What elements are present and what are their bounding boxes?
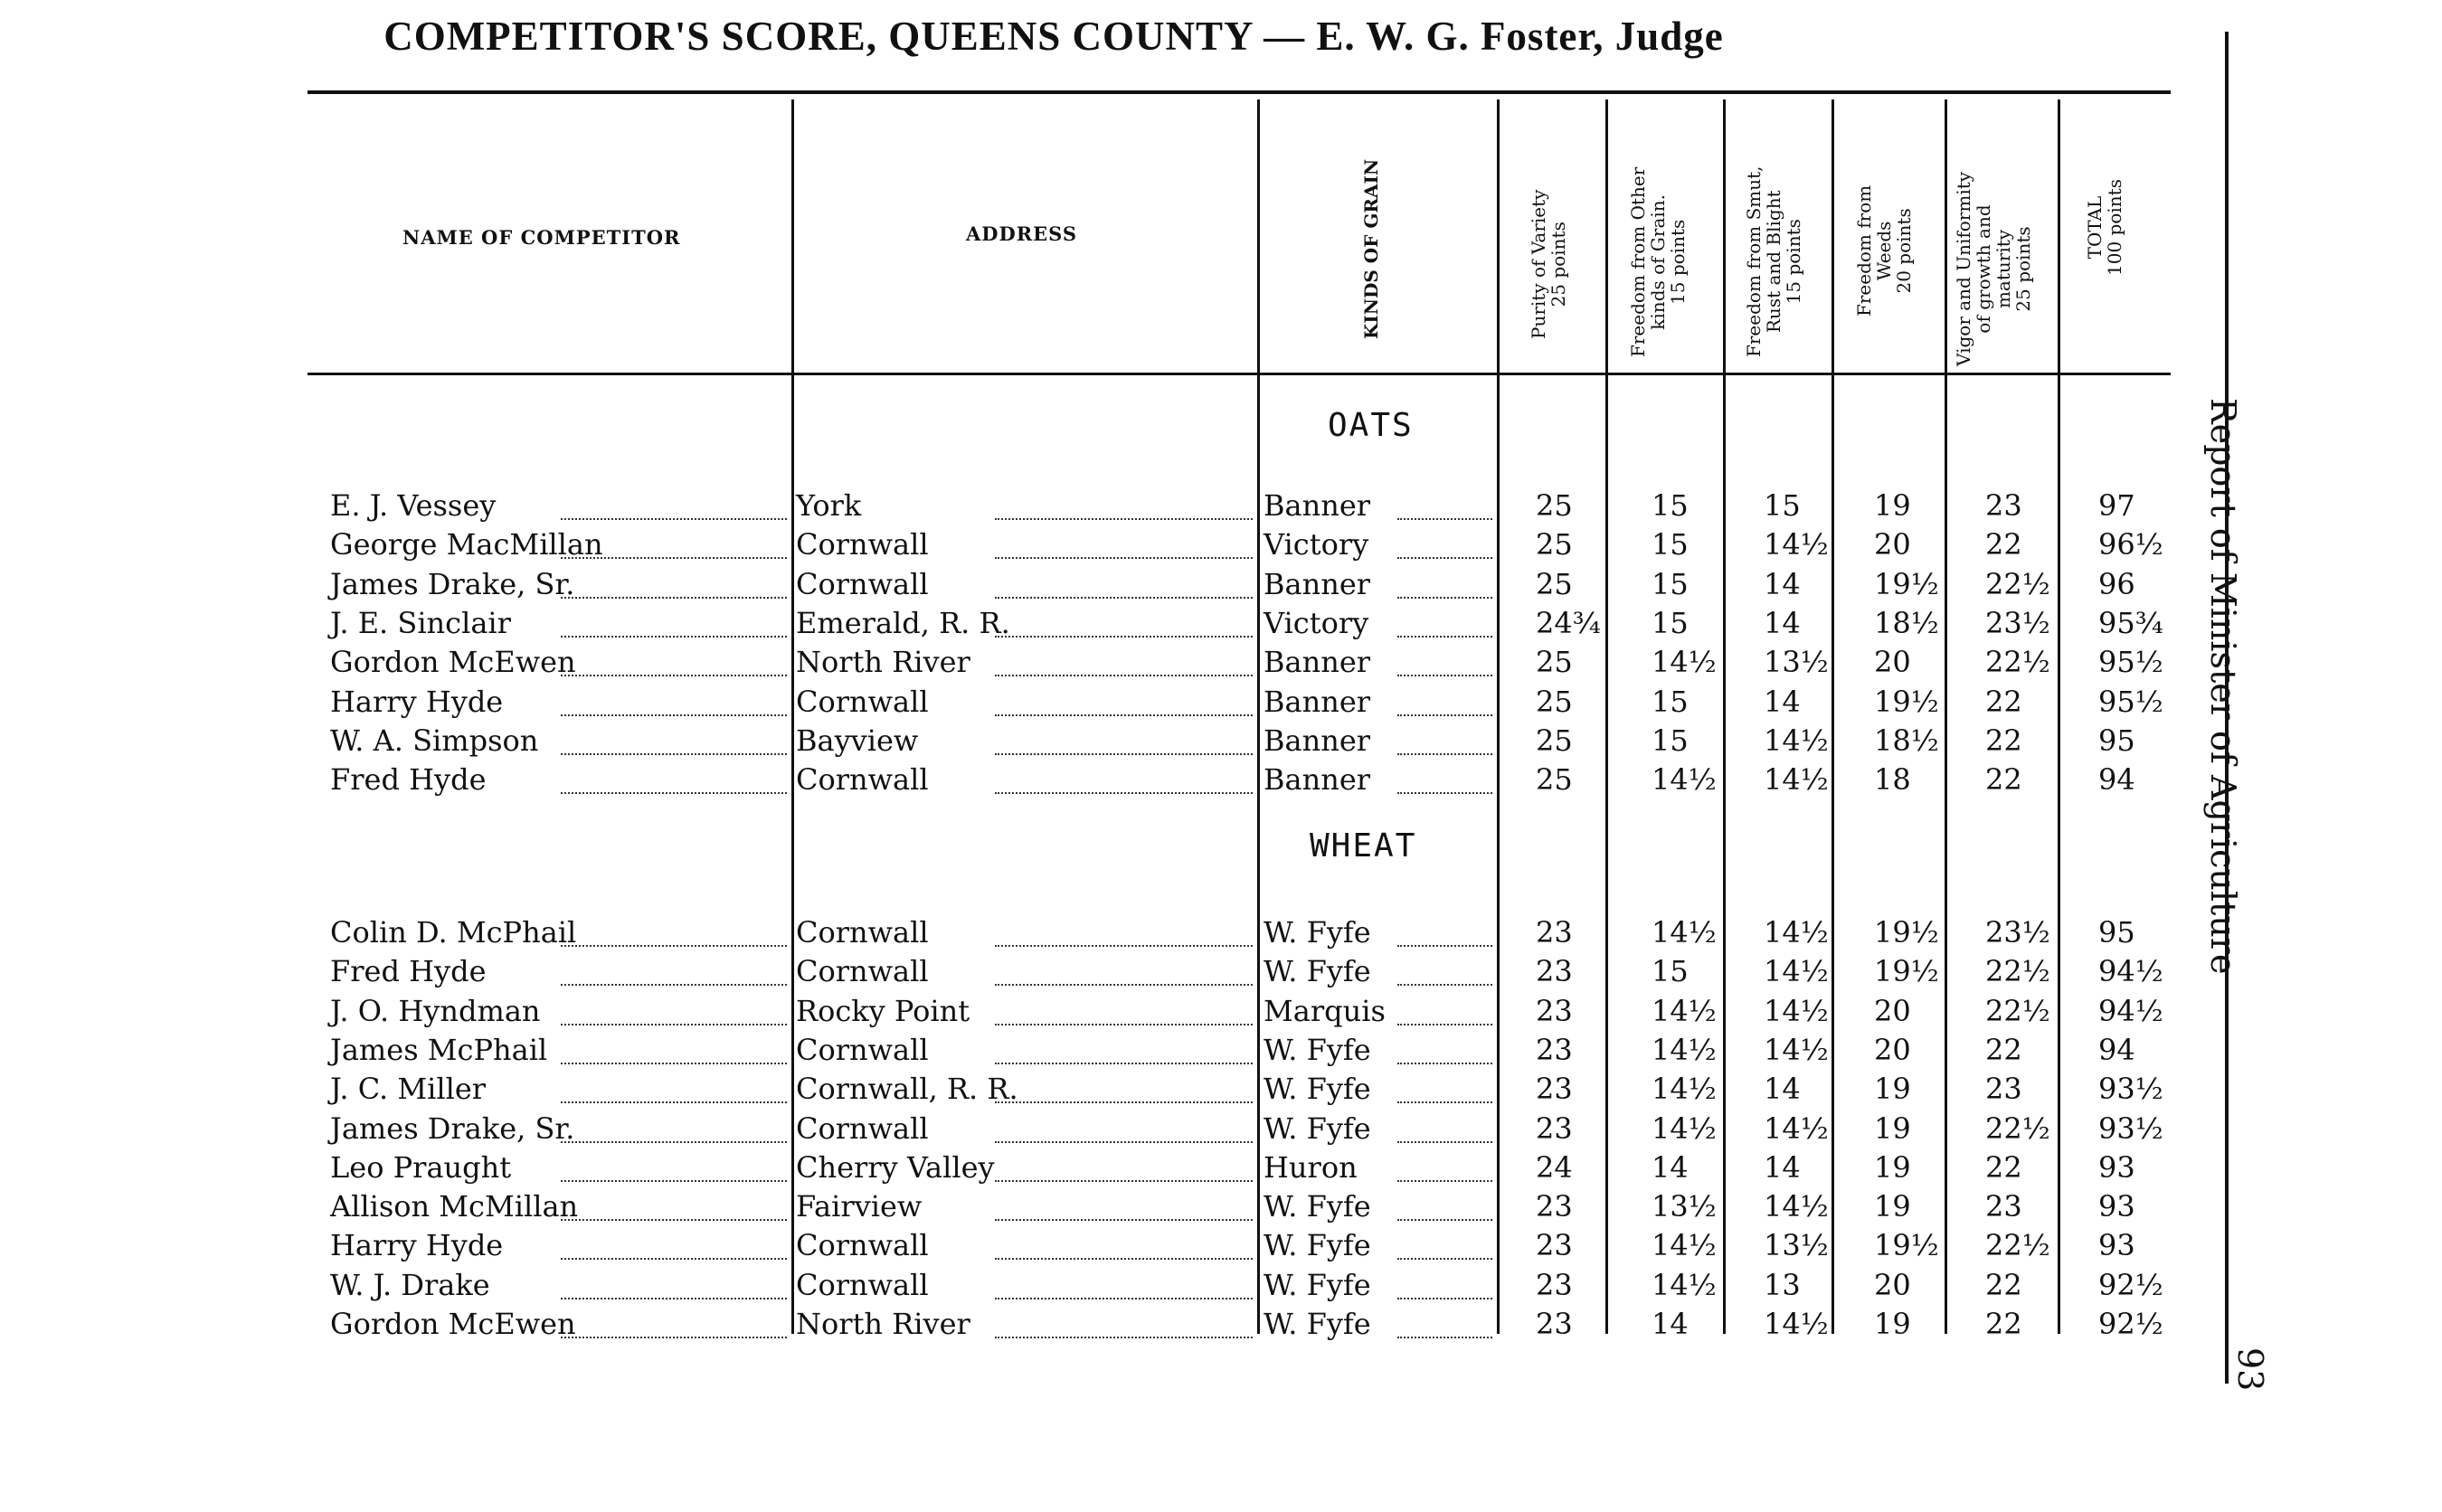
score-vigor: 23½ <box>1985 915 2050 950</box>
score-other: 15 <box>1652 527 1689 562</box>
score-total: 95½ <box>2098 684 2163 719</box>
dot-leader <box>1397 792 1492 794</box>
score-vigor: 22½ <box>1985 566 2050 601</box>
grain-kind: W. Fyfe <box>1264 954 1371 989</box>
score-vigor: 22 <box>1985 723 2022 758</box>
score-weeds: 18½ <box>1874 723 1939 758</box>
score-weeds: 18 <box>1874 762 1911 798</box>
score-total: 96 <box>2098 566 2135 601</box>
dot-leader <box>995 1101 1253 1103</box>
dot-leader <box>1397 984 1492 986</box>
score-total: 93 <box>2098 1189 2135 1224</box>
grain-kind: Huron <box>1264 1149 1358 1185</box>
grain-kind: W. Fyfe <box>1264 1189 1371 1224</box>
score-smut: 14½ <box>1764 762 1829 798</box>
address: Cornwall <box>796 954 929 989</box>
dot-leader <box>995 636 1253 638</box>
score-total: 94½ <box>2098 993 2163 1028</box>
dot-leader <box>561 636 787 638</box>
score-total: 95½ <box>2098 645 2163 680</box>
dot-leader <box>561 1024 787 1025</box>
header-kinds: KINDS OF GRAIN <box>1360 158 1382 339</box>
header-name: NAME OF COMPETITOR <box>402 226 681 249</box>
score-smut: 14 <box>1764 1149 1801 1185</box>
score-weeds: 19 <box>1874 1307 1911 1341</box>
score-weeds: 20 <box>1874 527 1911 562</box>
competitor-name: George MacMillan <box>330 527 603 562</box>
dot-leader <box>995 518 1253 520</box>
score-other: 15 <box>1652 684 1689 719</box>
competitor-name: James McPhail <box>330 1032 548 1067</box>
dot-leader <box>995 1180 1253 1182</box>
dot-leader <box>561 792 787 794</box>
grain-kind: W. Fyfe <box>1264 1307 1371 1341</box>
competitor-name: J. E. Sinclair <box>330 605 511 640</box>
dot-leader <box>561 753 787 755</box>
header-address: ADDRESS <box>966 222 1078 245</box>
score-total: 92½ <box>2098 1307 2163 1341</box>
address: Cherry Valley <box>796 1149 995 1185</box>
dot-leader <box>1397 557 1492 559</box>
address: Cornwall <box>796 684 929 719</box>
score-purity: 25 <box>1536 762 1573 798</box>
score-total: 95 <box>2098 915 2135 950</box>
score-total: 93 <box>2098 1228 2135 1263</box>
score-purity: 23 <box>1536 1267 1573 1302</box>
dot-leader <box>995 792 1253 794</box>
header-vigor: Vigor and Uniformity of growth and maturity 25 points <box>1953 171 2034 366</box>
address: Cornwall, R. R. <box>796 1072 1018 1107</box>
header-total: TOTAL 100 points <box>2084 179 2125 276</box>
score-other: 14½ <box>1652 993 1717 1028</box>
section-label-wheat: WHEAT <box>1310 827 1417 865</box>
score-vigor: 22 <box>1985 762 2022 798</box>
dot-leader <box>561 557 787 559</box>
score-other: 15 <box>1652 954 1689 989</box>
grain-kind: W. Fyfe <box>1264 1228 1371 1263</box>
score-total: 96½ <box>2098 527 2163 562</box>
header-freedom-other: Freedom from Other kinds of Grain. 15 points <box>1627 166 1689 357</box>
score-weeds: 19 <box>1874 1149 1911 1185</box>
score-vigor: 23 <box>1985 488 2022 523</box>
competitor-name: James Drake, Sr. <box>330 1110 575 1146</box>
dot-leader <box>561 1337 787 1338</box>
competitor-name: Gordon McEwen <box>330 1307 576 1341</box>
competitor-name: W. A. Simpson <box>330 723 539 758</box>
score-other: 14½ <box>1652 1072 1717 1107</box>
score-total: 94 <box>2098 762 2135 798</box>
score-total: 92½ <box>2098 1267 2163 1302</box>
score-purity: 23 <box>1536 1189 1573 1224</box>
score-smut: 13½ <box>1764 1228 1829 1263</box>
page-title: COMPETITOR'S SCORE, QUEENS COUNTY — E. W. G. Foster, Judge <box>383 14 1724 59</box>
score-total: 93 <box>2098 1149 2135 1185</box>
dot-leader <box>1397 945 1492 947</box>
header-bottom-rule <box>308 373 2171 375</box>
dot-leader <box>995 1258 1253 1260</box>
score-vigor: 22½ <box>1985 1228 2050 1263</box>
score-other: 14½ <box>1652 1228 1717 1263</box>
score-smut: 14½ <box>1764 1307 1829 1341</box>
score-purity: 25 <box>1536 527 1573 562</box>
header-purity: Purity of Variety 25 points <box>1528 189 1569 339</box>
score-vigor: 22½ <box>1985 645 2050 680</box>
address: Bayview <box>796 723 919 758</box>
section-label-oats: OATS <box>1328 407 1414 444</box>
competitor-name: Harry Hyde <box>330 1228 504 1263</box>
table-top-rule <box>308 90 2171 94</box>
score-vigor: 22 <box>1985 684 2022 719</box>
score-weeds: 20 <box>1874 1267 1911 1302</box>
score-purity: 23 <box>1536 993 1573 1028</box>
score-weeds: 19 <box>1874 488 1911 523</box>
score-smut: 14 <box>1764 1072 1801 1107</box>
dot-leader <box>561 518 787 520</box>
dot-leader <box>995 945 1253 947</box>
score-vigor: 23½ <box>1985 605 2050 640</box>
score-weeds: 19½ <box>1874 1228 1939 1263</box>
score-other: 14 <box>1652 1149 1689 1185</box>
header-freedom-smut: Freedom from Smut, Rust and Blight 15 points <box>1743 165 1804 357</box>
competitor-name: Gordon McEwen <box>330 645 576 680</box>
dot-leader <box>995 557 1253 559</box>
grain-kind: Banner <box>1264 645 1371 680</box>
score-vigor: 22½ <box>1985 1110 2050 1146</box>
score-smut: 14½ <box>1764 915 1829 950</box>
dot-leader <box>561 714 787 716</box>
dot-leader <box>995 714 1253 716</box>
dot-leader <box>995 1219 1253 1221</box>
dot-leader <box>1397 1180 1492 1182</box>
score-purity: 25 <box>1536 723 1573 758</box>
score-other: 15 <box>1652 566 1689 601</box>
grain-kind: W. Fyfe <box>1264 1032 1371 1067</box>
score-vigor: 22 <box>1985 1307 2022 1341</box>
dot-leader <box>561 1101 787 1103</box>
score-total: 97 <box>2098 488 2135 523</box>
score-purity: 23 <box>1536 954 1573 989</box>
dot-leader <box>1397 1337 1492 1338</box>
grain-kind: Banner <box>1264 684 1371 719</box>
dot-leader <box>1397 597 1492 599</box>
col-divider <box>1832 99 1834 1334</box>
score-purity: 23 <box>1536 1032 1573 1067</box>
dot-leader <box>1397 1101 1492 1103</box>
competitor-name: J. O. Hyndman <box>330 993 541 1028</box>
score-other: 15 <box>1652 723 1689 758</box>
dot-leader <box>1397 636 1492 638</box>
dot-leader <box>1397 714 1492 716</box>
competitor-name: Fred Hyde <box>330 762 487 798</box>
dot-leader <box>1397 1024 1492 1025</box>
dot-leader <box>561 1219 787 1221</box>
dot-leader <box>561 1258 787 1260</box>
score-smut: 14 <box>1764 684 1801 719</box>
score-total: 93½ <box>2098 1072 2163 1107</box>
score-vigor: 22 <box>1985 1267 2022 1302</box>
score-other: 14½ <box>1652 645 1717 680</box>
dot-leader <box>561 597 787 599</box>
col-divider <box>1257 99 1260 1334</box>
score-smut: 14½ <box>1764 993 1829 1028</box>
address: Cornwall <box>796 1228 929 1263</box>
score-purity: 25 <box>1536 645 1573 680</box>
dot-leader <box>995 753 1253 755</box>
header-freedom-weeds: Freedom from Weeds 20 points <box>1853 184 1915 317</box>
score-smut: 15 <box>1764 488 1801 523</box>
score-weeds: 20 <box>1874 993 1911 1028</box>
col-divider <box>1723 99 1726 1334</box>
score-purity: 23 <box>1536 1110 1573 1146</box>
dot-leader <box>995 1298 1253 1299</box>
score-weeds: 20 <box>1874 645 1911 680</box>
address: Cornwall <box>796 1267 929 1302</box>
grain-kind: Victory <box>1264 527 1369 562</box>
competitor-name: Colin D. McPhail <box>330 915 577 950</box>
score-other: 14½ <box>1652 1267 1717 1302</box>
score-purity: 25 <box>1536 566 1573 601</box>
score-weeds: 19½ <box>1874 684 1939 719</box>
address: Cornwall <box>796 527 929 562</box>
dot-leader <box>561 1141 787 1143</box>
competitor-name: Harry Hyde <box>330 684 504 719</box>
competitor-name: E. J. Vessey <box>330 488 497 523</box>
score-purity: 23 <box>1536 1307 1573 1341</box>
grain-kind: Banner <box>1264 723 1371 758</box>
dot-leader <box>1397 753 1492 755</box>
address: Cornwall <box>796 566 929 601</box>
score-other: 13½ <box>1652 1189 1717 1224</box>
address: York <box>796 488 862 523</box>
score-weeds: 19 <box>1874 1110 1911 1146</box>
dot-leader <box>561 675 787 676</box>
dot-leader <box>561 1180 787 1182</box>
dot-leader <box>1397 1219 1492 1221</box>
address: Cornwall <box>796 1032 929 1067</box>
score-weeds: 18½ <box>1874 605 1939 640</box>
grain-kind: Banner <box>1264 566 1371 601</box>
grain-kind: Marquis <box>1264 993 1386 1028</box>
score-purity: 25 <box>1536 488 1573 523</box>
address: Cornwall <box>796 1110 929 1146</box>
score-total: 95¾ <box>2098 605 2163 640</box>
score-purity: 24 <box>1536 1149 1573 1185</box>
competitor-name: Fred Hyde <box>330 954 487 989</box>
dot-leader <box>995 1024 1253 1025</box>
address: Cornwall <box>796 762 929 798</box>
dot-leader <box>995 984 1253 986</box>
score-vigor: 22 <box>1985 1032 2022 1067</box>
grain-kind: W. Fyfe <box>1264 1110 1371 1146</box>
address: Rocky Point <box>796 993 970 1028</box>
score-weeds: 19 <box>1874 1189 1911 1224</box>
address: Cornwall <box>796 915 929 950</box>
score-other: 14½ <box>1652 915 1717 950</box>
score-purity: 25 <box>1536 684 1573 719</box>
competitor-name: Leo Praught <box>330 1149 512 1185</box>
score-total: 94½ <box>2098 954 2163 989</box>
dot-leader <box>1397 1063 1492 1064</box>
dot-leader <box>1397 1298 1492 1299</box>
running-head: Report of Minister of Agriculture <box>2203 398 2243 975</box>
dot-leader <box>995 675 1253 676</box>
score-other: 15 <box>1652 488 1689 523</box>
grain-kind: W. Fyfe <box>1264 1267 1371 1302</box>
page-number: 93 <box>2230 1347 2270 1392</box>
score-vigor: 22 <box>1985 527 2022 562</box>
score-other: 14½ <box>1652 762 1717 798</box>
score-total: 95 <box>2098 723 2135 758</box>
dot-leader <box>995 597 1253 599</box>
score-purity: 24¾ <box>1536 605 1601 640</box>
dot-leader <box>561 984 787 986</box>
col-divider <box>1605 99 1608 1334</box>
score-purity: 23 <box>1536 1072 1573 1107</box>
score-purity: 23 <box>1536 915 1573 950</box>
competitor-name: Allison McMillan <box>330 1189 579 1224</box>
score-smut: 14½ <box>1764 723 1829 758</box>
dot-leader <box>561 1298 787 1299</box>
dot-leader <box>995 1141 1253 1143</box>
score-purity: 23 <box>1536 1228 1573 1263</box>
score-smut: 14½ <box>1764 527 1829 562</box>
grain-kind: W. Fyfe <box>1264 1072 1371 1107</box>
dot-leader <box>1397 675 1492 676</box>
grain-kind: W. Fyfe <box>1264 915 1371 950</box>
score-smut: 13 <box>1764 1267 1801 1302</box>
competitor-name: W. J. Drake <box>330 1267 490 1302</box>
score-smut: 14½ <box>1764 1110 1829 1146</box>
grain-kind: Banner <box>1264 488 1371 523</box>
competitor-name: J. C. Miller <box>330 1072 487 1107</box>
dot-leader <box>995 1063 1253 1064</box>
score-weeds: 20 <box>1874 1032 1911 1067</box>
grain-kind: Banner <box>1264 762 1371 798</box>
dot-leader <box>995 1337 1253 1338</box>
address: Fairview <box>796 1189 923 1224</box>
score-smut: 14 <box>1764 605 1801 640</box>
col-divider <box>791 99 794 1334</box>
score-weeds: 19½ <box>1874 566 1939 601</box>
address: Emerald, R. R. <box>796 605 1010 640</box>
address: North River <box>796 1307 970 1341</box>
score-other: 14 <box>1652 1307 1689 1341</box>
dot-leader <box>561 1063 787 1064</box>
score-total: 93½ <box>2098 1110 2163 1146</box>
score-smut: 14 <box>1764 566 1801 601</box>
score-weeds: 19 <box>1874 1072 1911 1107</box>
dot-leader <box>561 945 787 947</box>
score-smut: 13½ <box>1764 645 1829 680</box>
col-divider <box>1945 99 1947 1334</box>
score-smut: 14½ <box>1764 1189 1829 1224</box>
score-total: 94 <box>2098 1032 2135 1067</box>
competitor-name: James Drake, Sr. <box>330 566 575 601</box>
score-vigor: 22½ <box>1985 954 2050 989</box>
score-vigor: 22½ <box>1985 993 2050 1028</box>
grain-kind: Victory <box>1264 605 1369 640</box>
dot-leader <box>1397 1141 1492 1143</box>
col-divider <box>1497 99 1500 1334</box>
address: North River <box>796 645 970 680</box>
score-other: 14½ <box>1652 1110 1717 1146</box>
score-smut: 14½ <box>1764 1032 1829 1067</box>
score-vigor: 23 <box>1985 1189 2022 1224</box>
score-other: 14½ <box>1652 1032 1717 1067</box>
score-weeds: 19½ <box>1874 954 1939 989</box>
score-vigor: 23 <box>1985 1072 2022 1107</box>
dot-leader <box>1397 518 1492 520</box>
score-smut: 14½ <box>1764 954 1829 989</box>
score-vigor: 22 <box>1985 1149 2022 1185</box>
col-divider <box>2058 99 2060 1334</box>
score-other: 15 <box>1652 605 1689 640</box>
score-weeds: 19½ <box>1874 915 1939 950</box>
dot-leader <box>1397 1258 1492 1260</box>
